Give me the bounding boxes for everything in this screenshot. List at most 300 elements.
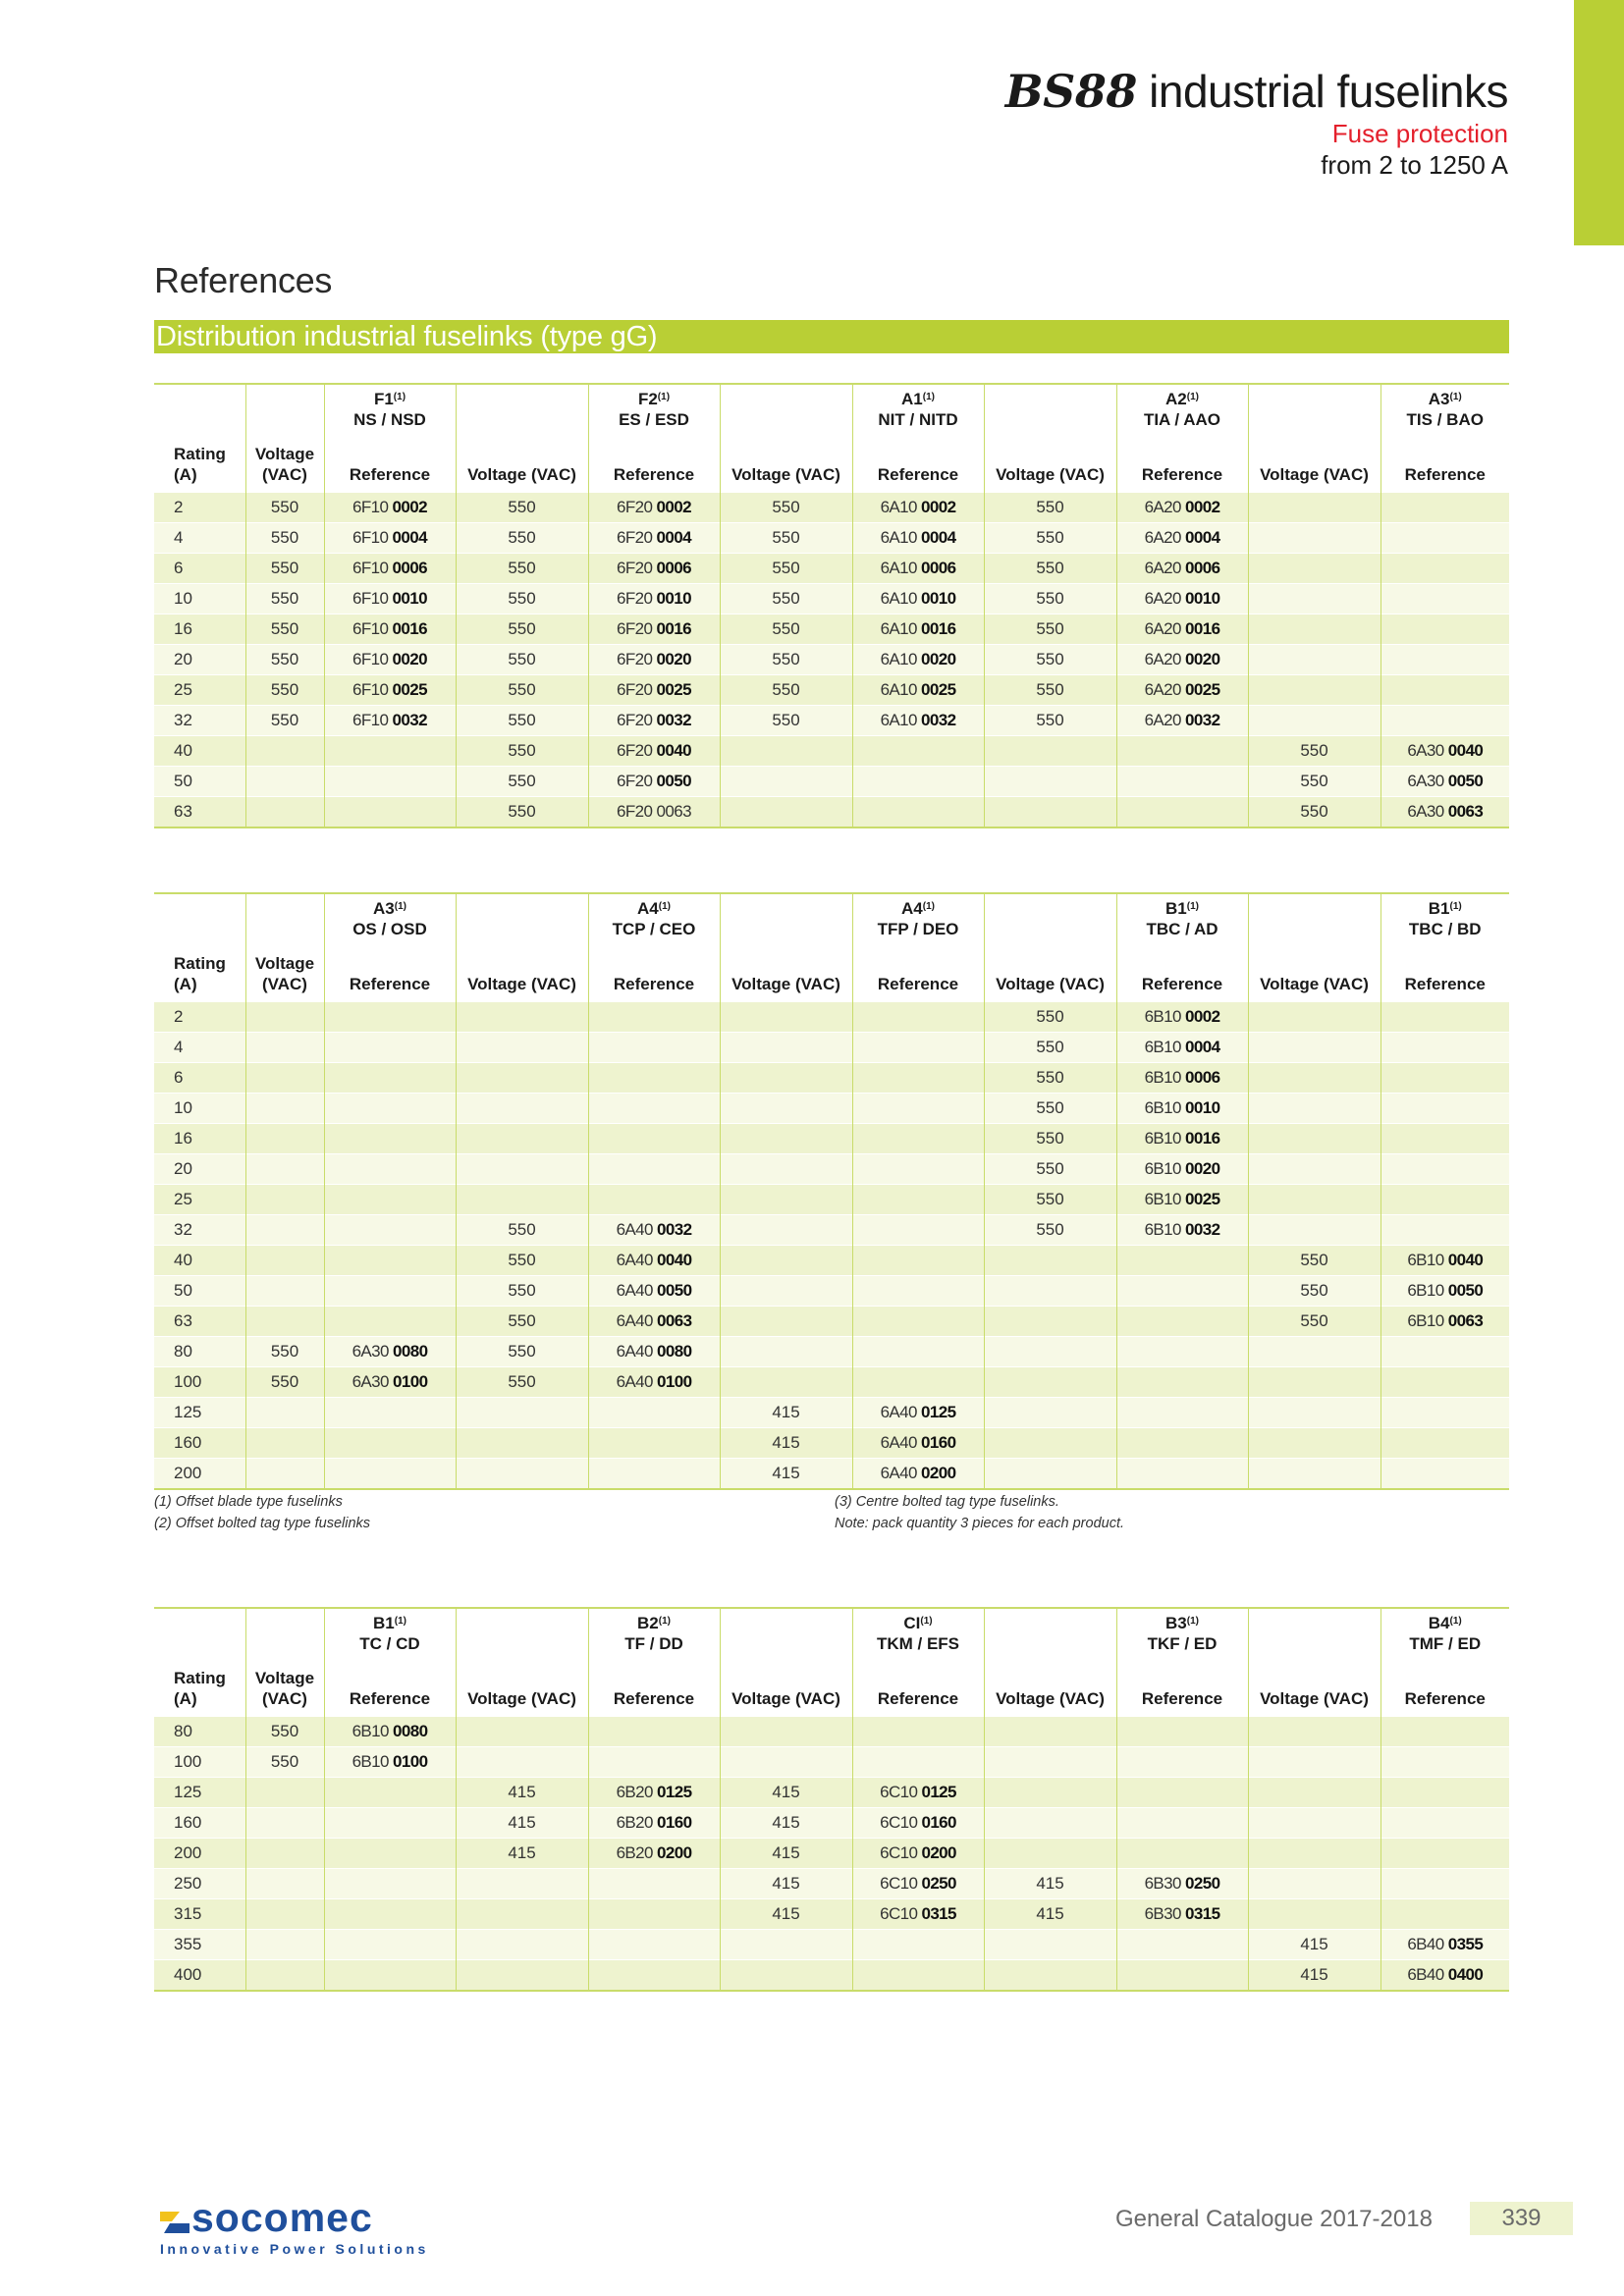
- rating-cell: 200: [154, 1839, 245, 1869]
- voltage-cell: 550: [720, 614, 852, 645]
- voltage-cell: [1248, 1033, 1380, 1063]
- fuse-type-header: [1380, 893, 1509, 943]
- reference-cell: [588, 767, 720, 797]
- voltage-cell: [984, 1930, 1116, 1960]
- reference-cell: [588, 1459, 720, 1490]
- fuse-type-header: [1116, 893, 1248, 943]
- reference-cell: [1116, 1307, 1248, 1337]
- reference-cell: [324, 1002, 456, 1033]
- reference-cell: [852, 1154, 984, 1185]
- reference-suffix: 0002: [1185, 1007, 1220, 1026]
- rating-range: from 2 to 1250 A: [1321, 150, 1508, 180]
- reference-prefix: 6C10: [880, 1813, 922, 1832]
- rating-cell: 160: [154, 1808, 245, 1839]
- voltage-cell: [245, 1094, 324, 1124]
- reference-prefix: 6A30: [352, 1342, 393, 1361]
- voltage-cell: [245, 1246, 324, 1276]
- header-spacer: [1248, 1608, 1380, 1658]
- voltage-cell: 550: [1248, 1276, 1380, 1307]
- reference-cell: [588, 1808, 720, 1839]
- table-row: [154, 1307, 1509, 1337]
- voltage-cell: 415: [720, 1869, 852, 1899]
- rating-cell: 160: [154, 1428, 245, 1459]
- fuse-type-code: F2: [637, 390, 658, 408]
- reference-cell: [1380, 1747, 1509, 1778]
- reference-suffix: 0010: [656, 589, 691, 608]
- reference-cell: [1116, 675, 1248, 706]
- footnote-marker: (1): [1449, 1616, 1462, 1627]
- reference-cell: [324, 736, 456, 767]
- reference-cell: [852, 1839, 984, 1869]
- voltage-cell: 550: [720, 645, 852, 675]
- voltage-column-header: Voltage (VAC): [245, 1658, 324, 1717]
- reference-suffix: 0025: [1185, 680, 1220, 699]
- reference-cell: [852, 1428, 984, 1459]
- header-spacer: [456, 384, 588, 434]
- reference-prefix: 6A40: [880, 1403, 921, 1421]
- reference-prefix: 6C10: [880, 1874, 922, 1893]
- reference-cell: [852, 1276, 984, 1307]
- voltage-cell: [984, 1398, 1116, 1428]
- table-row: [154, 1930, 1509, 1960]
- reference-prefix: 6B10: [1144, 1220, 1185, 1239]
- voltage-cell: [245, 1124, 324, 1154]
- reference-cell: [1380, 1337, 1509, 1367]
- reference-cell: [588, 584, 720, 614]
- reference-cell: [1116, 1337, 1248, 1367]
- reference-suffix: 0010: [1185, 1098, 1220, 1117]
- table-row: [154, 1246, 1509, 1276]
- page-header: [1005, 65, 1508, 181]
- page-number: 339: [1470, 2202, 1573, 2235]
- voltage-cell: 550: [245, 554, 324, 584]
- reference-prefix: 6F10: [352, 528, 393, 547]
- table-row: [154, 1154, 1509, 1185]
- voltage-cell: 415: [984, 1899, 1116, 1930]
- logo-tagline: Innovative Power Solutions: [160, 2241, 429, 2257]
- table-row: [154, 1960, 1509, 1992]
- table-row: [154, 584, 1509, 614]
- voltage-cell: [1248, 1124, 1380, 1154]
- reference-cell: [1380, 1307, 1509, 1337]
- voltage-column-header: Voltage (VAC): [456, 434, 588, 493]
- reference-cell: [1116, 1367, 1248, 1398]
- reference-cell: [324, 1869, 456, 1899]
- reference-table-1: [154, 383, 1509, 828]
- voltage-cell: [720, 1246, 852, 1276]
- reference-cell: [1116, 1899, 1248, 1930]
- rating-cell: 6: [154, 554, 245, 584]
- voltage-cell: 415: [1248, 1930, 1380, 1960]
- reference-prefix: 6B20: [616, 1843, 657, 1862]
- table-row: [154, 767, 1509, 797]
- voltage-cell: [245, 1869, 324, 1899]
- reference-cell: [324, 1839, 456, 1869]
- reference-cell: [1116, 1154, 1248, 1185]
- reference-cell: [852, 1337, 984, 1367]
- voltage-cell: [720, 1185, 852, 1215]
- reference-suffix: 0004: [392, 528, 427, 547]
- voltage-cell: [456, 1459, 588, 1490]
- reference-cell: [1116, 1930, 1248, 1960]
- reference-prefix: 6F20: [617, 528, 657, 547]
- reference-prefix: 6B40: [1407, 1935, 1448, 1953]
- reference-prefix: 6F20: [617, 680, 657, 699]
- reference-cell: [1116, 736, 1248, 767]
- reference-cell: [1380, 1215, 1509, 1246]
- fuse-type-header: [324, 1608, 456, 1658]
- fuse-type-name: TIA / AAO: [1143, 410, 1221, 429]
- voltage-cell: 550: [245, 645, 324, 675]
- rating-cell: 315: [154, 1899, 245, 1930]
- reference-suffix: 0025: [392, 680, 427, 699]
- rating-cell: 2: [154, 493, 245, 523]
- reference-cell: [324, 614, 456, 645]
- reference-table-2: [154, 892, 1509, 1490]
- reference-suffix: 0002: [392, 498, 427, 516]
- header-spacer: [245, 1608, 324, 1658]
- voltage-cell: [245, 1428, 324, 1459]
- reference-column-header: Reference: [852, 1658, 984, 1717]
- reference-suffix: 0100: [393, 1372, 428, 1391]
- voltage-cell: [984, 1808, 1116, 1839]
- reference-cell: [588, 1899, 720, 1930]
- rating-cell: 25: [154, 1185, 245, 1215]
- reference-prefix: 6A20: [1144, 680, 1185, 699]
- reference-cell: [1380, 493, 1509, 523]
- fuse-type-code: B1: [1428, 899, 1450, 918]
- voltage-column-header: Voltage (VAC): [720, 943, 852, 1002]
- reference-prefix: 6A20: [1144, 528, 1185, 547]
- header-spacer: [456, 1608, 588, 1658]
- voltage-cell: [456, 1094, 588, 1124]
- table-row: [154, 1459, 1509, 1490]
- reference-cell: [588, 736, 720, 767]
- reference-cell: [324, 1930, 456, 1960]
- reference-cell: [324, 1246, 456, 1276]
- reference-column-header: Reference: [588, 434, 720, 493]
- table-row: [154, 1094, 1509, 1124]
- table-body: [154, 1717, 1509, 1992]
- reference-cell: [588, 1960, 720, 1992]
- voltage-cell: 550: [720, 584, 852, 614]
- voltage-cell: [1248, 554, 1380, 584]
- reference-prefix: 6F10: [352, 589, 393, 608]
- reference-cell: [1116, 584, 1248, 614]
- reference-suffix: 0004: [656, 528, 691, 547]
- voltage-cell: 550: [456, 554, 588, 584]
- reference-prefix: 6B10: [1144, 1038, 1185, 1056]
- rating-cell: 16: [154, 1124, 245, 1154]
- table-row: [154, 1215, 1509, 1246]
- voltage-cell: [984, 797, 1116, 828]
- table-body: [154, 1002, 1509, 1490]
- reference-suffix: 0006: [392, 559, 427, 577]
- voltage-cell: [1248, 1808, 1380, 1839]
- reference-cell: [588, 1246, 720, 1276]
- reference-cell: [588, 1154, 720, 1185]
- voltage-cell: 550: [984, 614, 1116, 645]
- voltage-cell: 550: [456, 767, 588, 797]
- socomec-logo: [160, 2197, 429, 2258]
- fuse-type-header: [324, 384, 456, 434]
- reference-prefix: 6C10: [880, 1904, 922, 1923]
- reference-cell: [588, 493, 720, 523]
- rating-cell: 32: [154, 1215, 245, 1246]
- voltage-cell: [1248, 706, 1380, 736]
- reference-cell: [588, 1063, 720, 1094]
- footnote-marker: (1): [922, 392, 935, 402]
- logo-wordmark: socomec: [191, 2195, 373, 2240]
- reference-cell: [1380, 1276, 1509, 1307]
- voltage-cell: 550: [720, 675, 852, 706]
- rating-cell: 63: [154, 797, 245, 828]
- voltage-cell: [720, 1276, 852, 1307]
- reference-suffix: 0002: [656, 498, 691, 516]
- header-spacer: [1248, 893, 1380, 943]
- reference-suffix: 0200: [921, 1464, 956, 1482]
- reference-cell: [852, 675, 984, 706]
- fuse-type-code: A2: [1165, 390, 1187, 408]
- voltage-cell: 550: [456, 706, 588, 736]
- reference-suffix: 0016: [1185, 1129, 1220, 1148]
- voltage-cell: [1248, 1839, 1380, 1869]
- voltage-cell: [1248, 1747, 1380, 1778]
- voltage-cell: [720, 1002, 852, 1033]
- reference-cell: 6F20 0063: [588, 797, 720, 828]
- voltage-cell: 550: [456, 1307, 588, 1337]
- voltage-cell: 550: [1248, 736, 1380, 767]
- fuse-type-header: [588, 384, 720, 434]
- reference-cell: [852, 1930, 984, 1960]
- reference-cell: [324, 1124, 456, 1154]
- voltage-cell: [245, 1185, 324, 1215]
- voltage-cell: 550: [984, 554, 1116, 584]
- reference-cell: [852, 1307, 984, 1337]
- fuse-type-name: TKM / EFS: [876, 1634, 960, 1653]
- reference-cell: [324, 767, 456, 797]
- table-row: [154, 1778, 1509, 1808]
- reference-prefix: 6B30: [1144, 1874, 1185, 1893]
- voltage-cell: [1248, 1002, 1380, 1033]
- voltage-cell: [245, 1778, 324, 1808]
- footnote-marker: (1): [922, 901, 935, 912]
- reference-cell: [852, 1398, 984, 1428]
- voltage-cell: 550: [720, 493, 852, 523]
- table-row: [154, 1428, 1509, 1459]
- reference-cell: [1116, 1717, 1248, 1747]
- voltage-cell: 550: [456, 584, 588, 614]
- reference-cell: [1380, 675, 1509, 706]
- reference-cell: [852, 1246, 984, 1276]
- rating-cell: 125: [154, 1398, 245, 1428]
- chapter-color-tab: [1574, 0, 1624, 245]
- footnote-marker: (1): [394, 1616, 406, 1627]
- reference-prefix: 6A10: [880, 589, 921, 608]
- fuse-type-name: TFP / DEO: [877, 920, 959, 938]
- reference-cell: [588, 1778, 720, 1808]
- reference-cell: [1380, 614, 1509, 645]
- voltage-cell: [1248, 1778, 1380, 1808]
- voltage-cell: 415: [984, 1869, 1116, 1899]
- reference-prefix: 6B10: [352, 1752, 393, 1771]
- reference-cell: [1116, 1033, 1248, 1063]
- rating-cell: 80: [154, 1337, 245, 1367]
- footnotes-left: [154, 1491, 370, 1534]
- reference-suffix: 0006: [656, 559, 691, 577]
- reference-prefix: 6B10: [1144, 1190, 1185, 1208]
- reference-prefix: 6A20: [1144, 559, 1185, 577]
- voltage-cell: 550: [456, 736, 588, 767]
- reference-cell: [1380, 523, 1509, 554]
- voltage-cell: [1248, 1337, 1380, 1367]
- reference-suffix: 0040: [1447, 1251, 1484, 1269]
- table-row: [154, 1367, 1509, 1398]
- table-row: [154, 706, 1509, 736]
- voltage-cell: [245, 1808, 324, 1839]
- reference-prefix: 6A10: [880, 711, 921, 729]
- reference-suffix: 0040: [656, 741, 691, 760]
- fuse-type-name: TCP / CEO: [612, 920, 696, 938]
- reference-prefix: 6A10: [880, 619, 921, 638]
- reference-prefix: 6F10: [352, 680, 393, 699]
- reference-prefix: 6A10: [880, 559, 921, 577]
- reference-cell: [588, 1747, 720, 1778]
- reference-cell: [852, 797, 984, 828]
- footnotes-right: [835, 1491, 1124, 1534]
- voltage-cell: [456, 1398, 588, 1428]
- voltage-cell: 550: [984, 1002, 1116, 1033]
- rating-cell: 25: [154, 675, 245, 706]
- voltage-cell: 550: [720, 706, 852, 736]
- table-row: [154, 797, 1509, 828]
- table-row: [154, 1747, 1509, 1778]
- reference-cell: [324, 1215, 456, 1246]
- voltage-cell: 550: [245, 584, 324, 614]
- voltage-cell: [720, 1747, 852, 1778]
- voltage-cell: 415: [720, 1808, 852, 1839]
- voltage-cell: 550: [245, 493, 324, 523]
- voltage-cell: [456, 1869, 588, 1899]
- reference-cell: [1116, 1398, 1248, 1428]
- voltage-cell: [456, 1930, 588, 1960]
- reference-suffix: 0020: [656, 650, 691, 668]
- reference-cell: [588, 523, 720, 554]
- rating-cell: 32: [154, 706, 245, 736]
- voltage-cell: [1248, 584, 1380, 614]
- reference-cell: [324, 1717, 456, 1747]
- reference-suffix: 0250: [921, 1874, 956, 1893]
- reference-cell: [324, 523, 456, 554]
- reference-cell: [588, 1215, 720, 1246]
- voltage-cell: [245, 797, 324, 828]
- table-row: [154, 675, 1509, 706]
- reference-cell: [324, 1033, 456, 1063]
- voltage-cell: [720, 1367, 852, 1398]
- reference-cell: [1380, 1185, 1509, 1215]
- table-row: [154, 1808, 1509, 1839]
- rating-cell: 40: [154, 736, 245, 767]
- reference-prefix: 6A40: [616, 1220, 657, 1239]
- voltage-cell: [456, 1063, 588, 1094]
- voltage-column-header: Voltage (VAC): [1248, 943, 1380, 1002]
- voltage-cell: [245, 1063, 324, 1094]
- reference-cell: [324, 1778, 456, 1808]
- reference-suffix: 0016: [656, 619, 691, 638]
- reference-cell: [588, 1094, 720, 1124]
- rating-cell: 2: [154, 1002, 245, 1033]
- reference-prefix: 6F10: [352, 711, 393, 729]
- reference-prefix: 6A20: [1144, 619, 1185, 638]
- voltage-cell: [456, 1033, 588, 1063]
- reference-cell: [588, 1717, 720, 1747]
- reference-cell: [324, 1337, 456, 1367]
- voltage-cell: 550: [984, 1215, 1116, 1246]
- reference-suffix: 0016: [392, 619, 427, 638]
- reference-cell: [588, 1337, 720, 1367]
- reference-table-3: [154, 1607, 1509, 1992]
- voltage-cell: 550: [984, 1124, 1116, 1154]
- reference-cell: [324, 1276, 456, 1307]
- reference-suffix: 0063: [1447, 1311, 1484, 1330]
- footnote-marker: (1): [393, 392, 406, 402]
- table-row: [154, 1337, 1509, 1367]
- voltage-cell: 550: [720, 523, 852, 554]
- reference-cell: [852, 645, 984, 675]
- voltage-cell: 550: [456, 614, 588, 645]
- reference-cell: [1116, 1428, 1248, 1459]
- reference-prefix: 6A20: [1144, 711, 1185, 729]
- reference-prefix: 6A20: [1144, 498, 1185, 516]
- reference-prefix: 6F20: [617, 559, 657, 577]
- fuse-type-name: TKF / ED: [1147, 1634, 1218, 1653]
- header-spacer: [245, 893, 324, 943]
- reference-prefix: 6A10: [880, 650, 921, 668]
- reference-cell: [1380, 1094, 1509, 1124]
- voltage-cell: [1248, 1185, 1380, 1215]
- voltage-cell: [720, 797, 852, 828]
- reference-cell: [1116, 706, 1248, 736]
- voltage-cell: [1248, 1154, 1380, 1185]
- voltage-column-header: Voltage (VAC): [720, 1658, 852, 1717]
- reference-cell: [852, 736, 984, 767]
- reference-cell: [852, 1215, 984, 1246]
- voltage-cell: [720, 1337, 852, 1367]
- reference-suffix: 0080: [393, 1342, 428, 1361]
- voltage-column-header: Voltage (VAC): [1248, 434, 1380, 493]
- reference-prefix: 6B10: [1407, 1281, 1448, 1300]
- voltage-cell: 550: [245, 675, 324, 706]
- reference-prefix: 6A10: [880, 528, 921, 547]
- reference-prefix: 6A10: [880, 680, 921, 699]
- reference-cell: [1380, 645, 1509, 675]
- reference-prefix: 6C10: [880, 1783, 922, 1801]
- reference-suffix: 0006: [1185, 1068, 1220, 1087]
- voltage-cell: [245, 1459, 324, 1490]
- reference-cell: [324, 1094, 456, 1124]
- fuse-type-code: CI: [903, 1614, 921, 1632]
- voltage-cell: [984, 1276, 1116, 1307]
- voltage-cell: 550: [245, 614, 324, 645]
- voltage-cell: [720, 1717, 852, 1747]
- voltage-cell: [456, 1185, 588, 1215]
- reference-suffix: 0020: [921, 650, 956, 668]
- voltage-cell: 415: [720, 1428, 852, 1459]
- table-row: [154, 1124, 1509, 1154]
- voltage-cell: 550: [1248, 1307, 1380, 1337]
- reference-prefix: 6F20: [617, 589, 657, 608]
- table-row: [154, 1869, 1509, 1899]
